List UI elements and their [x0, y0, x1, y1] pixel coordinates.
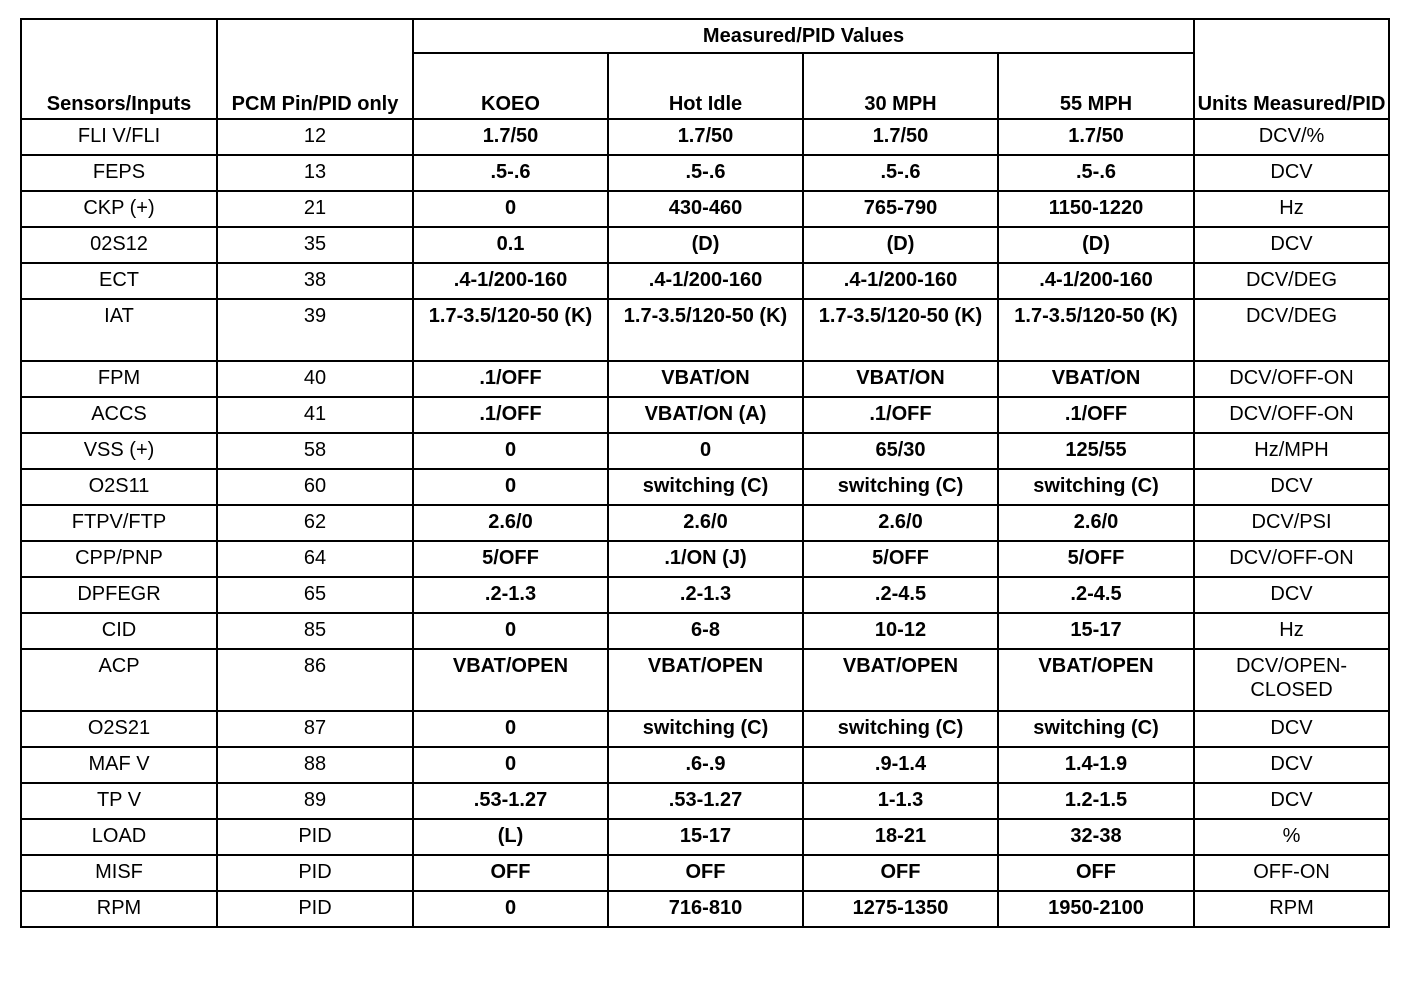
sensor-cell: ACCS	[21, 397, 217, 433]
mph55-value-cell: 1.7-3.5/120-50 (K)	[998, 299, 1194, 361]
units-cell: DCV	[1194, 783, 1389, 819]
header-30-mph: 30 MPH	[803, 53, 998, 119]
sensor-cell: IAT	[21, 299, 217, 361]
koeo-value-cell: 0	[413, 613, 608, 649]
sensor-cell: CPP/PNP	[21, 541, 217, 577]
koeo-value-cell: (L)	[413, 819, 608, 855]
pcm-pin-cell: 12	[217, 119, 413, 155]
sensor-cell: MISF	[21, 855, 217, 891]
koeo-value-cell: 5/OFF	[413, 541, 608, 577]
table-body	[21, 119, 1389, 927]
mph30-value-cell: .2-4.5	[803, 577, 998, 613]
koeo-value-cell: 1.7-3.5/120-50 (K)	[413, 299, 608, 361]
pcm-pin-cell: 13	[217, 155, 413, 191]
hot-idle-value-cell: 1.7-3.5/120-50 (K)	[608, 299, 803, 361]
mph55-value-cell: 1950-2100	[998, 891, 1194, 927]
mph55-value-cell: switching (C)	[998, 711, 1194, 747]
table-row	[21, 433, 1389, 469]
table-row	[21, 855, 1389, 891]
sensor-cell: CKP (+)	[21, 191, 217, 227]
sensor-cell: CID	[21, 613, 217, 649]
pcm-pin-cell: PID	[217, 819, 413, 855]
units-cell: Hz	[1194, 613, 1389, 649]
table-row	[21, 541, 1389, 577]
table-row	[21, 299, 1389, 361]
table-row	[21, 263, 1389, 299]
hot-idle-value-cell: 0	[608, 433, 803, 469]
koeo-value-cell: .5-.6	[413, 155, 608, 191]
units-cell: DCV	[1194, 577, 1389, 613]
units-cell: DCV/OFF-ON	[1194, 397, 1389, 433]
mph30-value-cell: 18-21	[803, 819, 998, 855]
mph30-value-cell: .1/OFF	[803, 397, 998, 433]
mph30-value-cell: 765-790	[803, 191, 998, 227]
table-row	[21, 397, 1389, 433]
hot-idle-value-cell: .6-.9	[608, 747, 803, 783]
pcm-pin-cell: 65	[217, 577, 413, 613]
pcm-pin-cell: PID	[217, 891, 413, 927]
hot-idle-value-cell: .4-1/200-160	[608, 263, 803, 299]
pcm-pin-cell: 38	[217, 263, 413, 299]
pcm-pin-cell: 86	[217, 649, 413, 711]
mph55-value-cell: 5/OFF	[998, 541, 1194, 577]
mph30-value-cell: VBAT/OPEN	[803, 649, 998, 711]
hot-idle-value-cell: .1/ON (J)	[608, 541, 803, 577]
units-cell: Hz/MPH	[1194, 433, 1389, 469]
mph55-value-cell: 1.7/50	[998, 119, 1194, 155]
header-hot-idle: Hot Idle	[608, 53, 803, 119]
units-cell: DCV/PSI	[1194, 505, 1389, 541]
pcm-pin-cell: 88	[217, 747, 413, 783]
table-row	[21, 155, 1389, 191]
header-measured-group: Measured/PID Values	[413, 19, 1194, 53]
hot-idle-value-cell: switching (C)	[608, 711, 803, 747]
sensor-cell: TP V	[21, 783, 217, 819]
table-row	[21, 505, 1389, 541]
pcm-pin-cell: PID	[217, 855, 413, 891]
mph55-value-cell: 1150-1220	[998, 191, 1194, 227]
koeo-value-cell: 0	[413, 747, 608, 783]
mph55-value-cell: 125/55	[998, 433, 1194, 469]
koeo-value-cell: 0.1	[413, 227, 608, 263]
mph55-value-cell: 1.2-1.5	[998, 783, 1194, 819]
units-cell: %	[1194, 819, 1389, 855]
sensor-cell: FPM	[21, 361, 217, 397]
units-cell: DCV	[1194, 747, 1389, 783]
hot-idle-value-cell: .53-1.27	[608, 783, 803, 819]
header-units: Units Measured/PID	[1194, 19, 1389, 119]
table-row	[21, 577, 1389, 613]
header-koeo: KOEO	[413, 53, 608, 119]
pcm-pin-cell: 89	[217, 783, 413, 819]
hot-idle-value-cell: 15-17	[608, 819, 803, 855]
table-row	[21, 469, 1389, 505]
mph55-value-cell: 15-17	[998, 613, 1194, 649]
pcm-pin-cell: 64	[217, 541, 413, 577]
mph55-value-cell: 1.4-1.9	[998, 747, 1194, 783]
koeo-value-cell: VBAT/OPEN	[413, 649, 608, 711]
table-row	[21, 227, 1389, 263]
sensor-cell: O2S21	[21, 711, 217, 747]
mph30-value-cell: switching (C)	[803, 469, 998, 505]
mph30-value-cell: (D)	[803, 227, 998, 263]
pcm-pin-cell: 58	[217, 433, 413, 469]
koeo-value-cell: .53-1.27	[413, 783, 608, 819]
mph55-value-cell: VBAT/ON	[998, 361, 1194, 397]
mph55-value-cell: .1/OFF	[998, 397, 1194, 433]
table-row	[21, 819, 1389, 855]
sensor-cell: FLI V/FLI	[21, 119, 217, 155]
mph55-value-cell: .4-1/200-160	[998, 263, 1194, 299]
table-row	[21, 649, 1389, 711]
units-cell: DCV/OPEN-CLOSED	[1194, 649, 1389, 711]
koeo-value-cell: 0	[413, 711, 608, 747]
hot-idle-value-cell: OFF	[608, 855, 803, 891]
mph30-value-cell: 1275-1350	[803, 891, 998, 927]
sensor-cell: LOAD	[21, 819, 217, 855]
mph30-value-cell: VBAT/ON	[803, 361, 998, 397]
koeo-value-cell: 0	[413, 433, 608, 469]
hot-idle-value-cell: 716-810	[608, 891, 803, 927]
table-row	[21, 119, 1389, 155]
koeo-value-cell: OFF	[413, 855, 608, 891]
hot-idle-value-cell: VBAT/ON (A)	[608, 397, 803, 433]
sensor-cell: ECT	[21, 263, 217, 299]
sensor-cell: FTPV/FTP	[21, 505, 217, 541]
hot-idle-value-cell: 2.6/0	[608, 505, 803, 541]
units-cell: DCV	[1194, 155, 1389, 191]
pcm-pin-cell: 39	[217, 299, 413, 361]
table-row	[21, 747, 1389, 783]
koeo-value-cell: .4-1/200-160	[413, 263, 608, 299]
mph30-value-cell: 1.7-3.5/120-50 (K)	[803, 299, 998, 361]
sensor-values-table	[20, 18, 1390, 928]
pcm-pin-cell: 60	[217, 469, 413, 505]
koeo-value-cell: 1.7/50	[413, 119, 608, 155]
hot-idle-value-cell: .5-.6	[608, 155, 803, 191]
koeo-value-cell: 0	[413, 191, 608, 227]
mph55-value-cell: .5-.6	[998, 155, 1194, 191]
sensor-cell: O2S11	[21, 469, 217, 505]
pcm-pin-cell: 85	[217, 613, 413, 649]
koeo-value-cell: .2-1.3	[413, 577, 608, 613]
sensor-cell: FEPS	[21, 155, 217, 191]
hot-idle-value-cell: VBAT/OPEN	[608, 649, 803, 711]
units-cell: DCV/%	[1194, 119, 1389, 155]
hot-idle-value-cell: 1.7/50	[608, 119, 803, 155]
table-row	[21, 891, 1389, 927]
mph30-value-cell: OFF	[803, 855, 998, 891]
units-cell: DCV/OFF-ON	[1194, 361, 1389, 397]
sensor-cell: VSS (+)	[21, 433, 217, 469]
header-55-mph: 55 MPH	[998, 53, 1194, 119]
mph30-value-cell: 2.6/0	[803, 505, 998, 541]
table-row	[21, 711, 1389, 747]
sensor-cell: ACP	[21, 649, 217, 711]
sensor-cell: MAF V	[21, 747, 217, 783]
koeo-value-cell: .1/OFF	[413, 397, 608, 433]
table-row	[21, 361, 1389, 397]
units-cell: RPM	[1194, 891, 1389, 927]
pcm-pin-cell: 21	[217, 191, 413, 227]
pcm-pin-cell: 40	[217, 361, 413, 397]
header-row-top	[21, 19, 1389, 53]
mph30-value-cell: 10-12	[803, 613, 998, 649]
table-row	[21, 783, 1389, 819]
mph30-value-cell: .9-1.4	[803, 747, 998, 783]
sensor-cell: DPFEGR	[21, 577, 217, 613]
koeo-value-cell: 0	[413, 469, 608, 505]
mph30-value-cell: 65/30	[803, 433, 998, 469]
header-sensors: Sensors/Inputs	[21, 19, 217, 119]
hot-idle-value-cell: switching (C)	[608, 469, 803, 505]
table-row	[21, 191, 1389, 227]
units-cell: DCV/OFF-ON	[1194, 541, 1389, 577]
mph30-value-cell: 1.7/50	[803, 119, 998, 155]
units-cell: DCV	[1194, 227, 1389, 263]
mph55-value-cell: switching (C)	[998, 469, 1194, 505]
pcm-pin-cell: 35	[217, 227, 413, 263]
mph30-value-cell: .5-.6	[803, 155, 998, 191]
hot-idle-value-cell: 6-8	[608, 613, 803, 649]
units-cell: DCV/DEG	[1194, 299, 1389, 361]
mph55-value-cell: VBAT/OPEN	[998, 649, 1194, 711]
mph55-value-cell: 32-38	[998, 819, 1194, 855]
hot-idle-value-cell: (D)	[608, 227, 803, 263]
mph55-value-cell: .2-4.5	[998, 577, 1194, 613]
units-cell: OFF-ON	[1194, 855, 1389, 891]
units-cell: DCV	[1194, 711, 1389, 747]
mph30-value-cell: .4-1/200-160	[803, 263, 998, 299]
koeo-value-cell: .1/OFF	[413, 361, 608, 397]
hot-idle-value-cell: 430-460	[608, 191, 803, 227]
koeo-value-cell: 0	[413, 891, 608, 927]
hot-idle-value-cell: VBAT/ON	[608, 361, 803, 397]
units-cell: Hz	[1194, 191, 1389, 227]
sensor-cell: RPM	[21, 891, 217, 927]
hot-idle-value-cell: .2-1.3	[608, 577, 803, 613]
mph55-value-cell: 2.6/0	[998, 505, 1194, 541]
mph55-value-cell: (D)	[998, 227, 1194, 263]
pcm-pin-cell: 62	[217, 505, 413, 541]
koeo-value-cell: 2.6/0	[413, 505, 608, 541]
header-pcm-pin: PCM Pin/PID only	[217, 19, 413, 119]
pcm-pin-cell: 41	[217, 397, 413, 433]
mph30-value-cell: 5/OFF	[803, 541, 998, 577]
mph55-value-cell: OFF	[998, 855, 1194, 891]
pcm-pin-cell: 87	[217, 711, 413, 747]
units-cell: DCV/DEG	[1194, 263, 1389, 299]
table-row	[21, 613, 1389, 649]
sensor-cell: 02S12	[21, 227, 217, 263]
mph30-value-cell: switching (C)	[803, 711, 998, 747]
mph30-value-cell: 1-1.3	[803, 783, 998, 819]
units-cell: DCV	[1194, 469, 1389, 505]
